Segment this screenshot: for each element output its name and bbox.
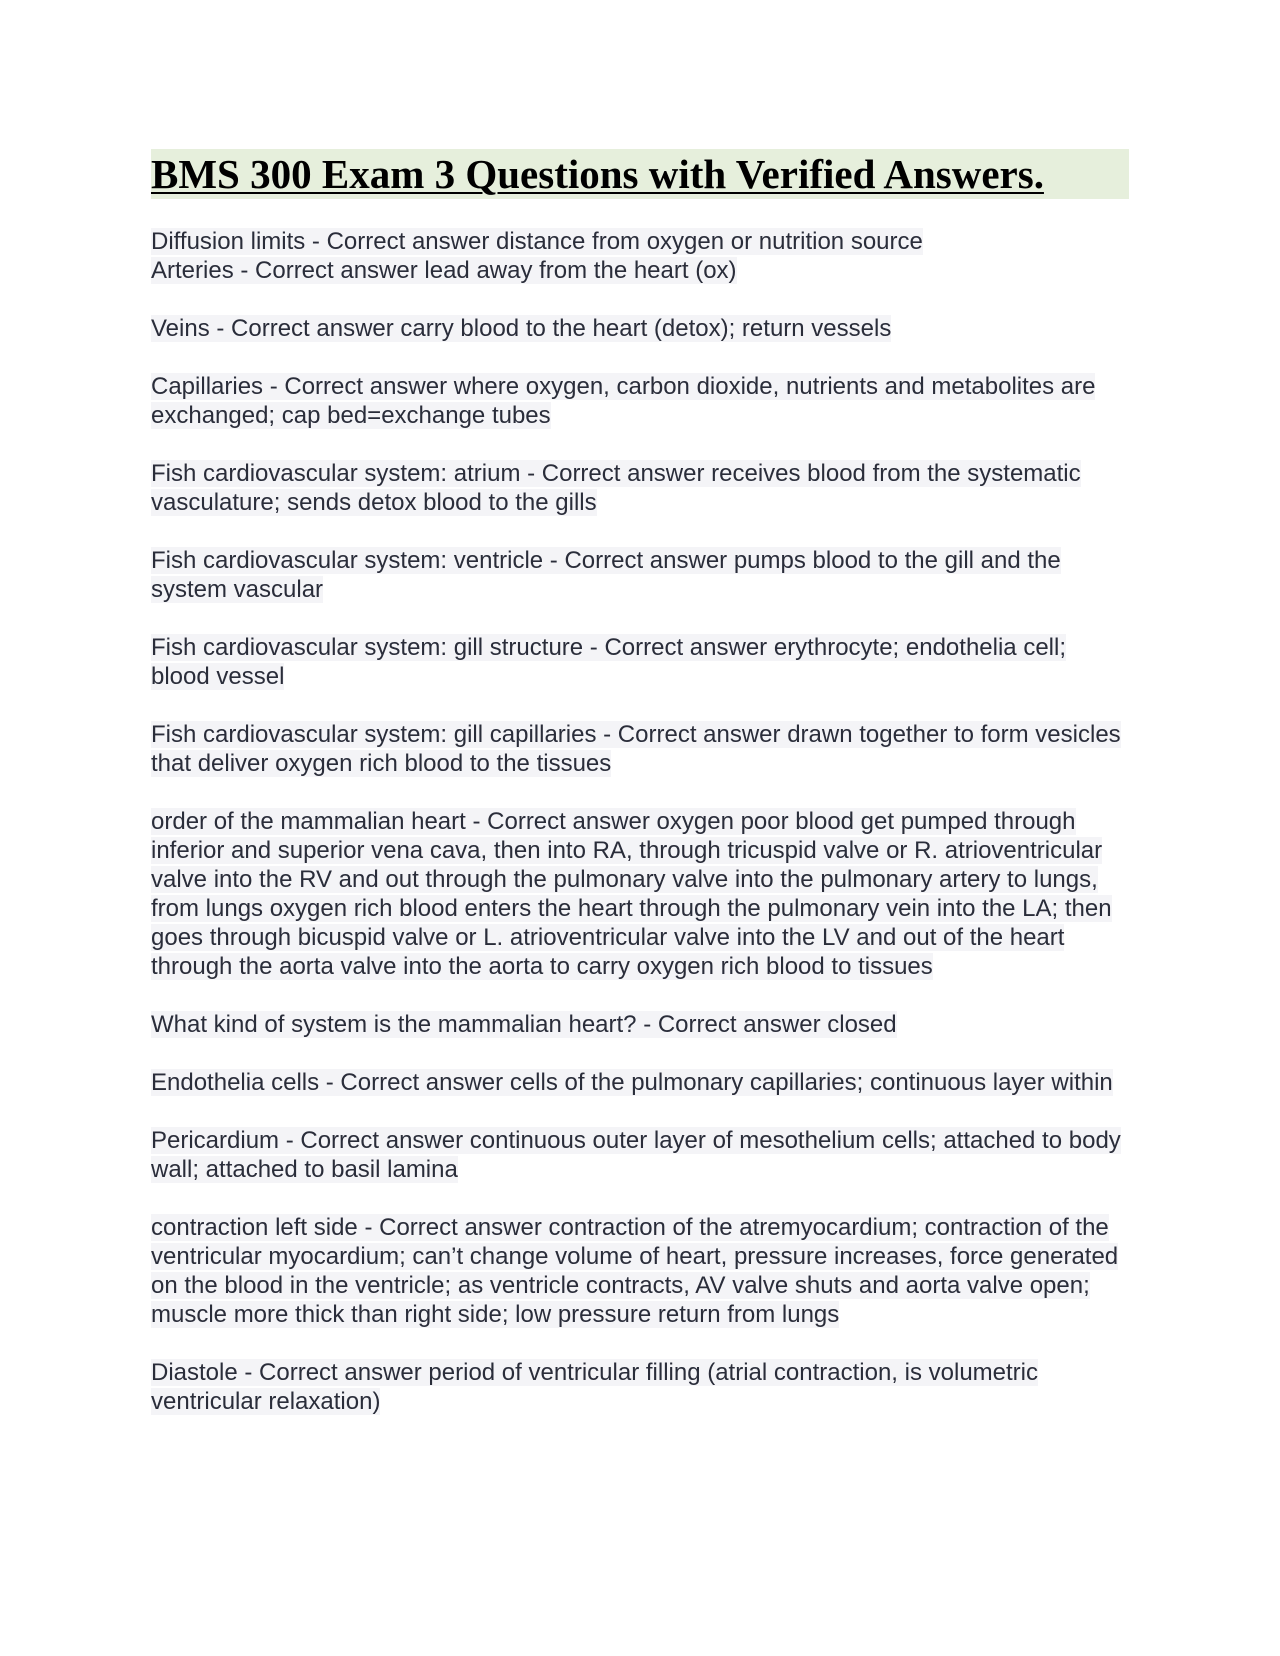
qa-entry-capillaries: Capillaries - Correct answer where oxygen, carbon dioxide, nutrients and metabolites are exchanged; cap bed=exchange tubes [151,373,1096,429]
qa-entry-mammalian-heart-system: What kind of system is the mammalian heart? - Correct answer closed [151,1011,897,1038]
qa-entry-arteries: Arteries - Correct answer lead away from the heart (ox) [151,257,737,284]
qa-entry-endothelia-cells: Endothelia cells - Correct answer cells of the pulmonary capillaries; continuous layer within [151,1069,1113,1096]
qa-list [151,227,1129,1416]
qa-entry-fish-ventricle: Fish cardiovascular system: ventricle - Correct answer pumps blood to the gill and the system vascular [151,547,1061,603]
qa-entry-diffusion-limits: Diffusion limits - Correct answer distance from oxygen or nutrition source [151,228,923,255]
qa-entry-diastole: Diastole - Correct answer period of ventricular filling (atrial contraction, is volumetric ventricular relaxation) [151,1359,1038,1415]
qa-entry-pericardium: Pericardium - Correct answer continuous outer layer of mesothelium cells; attached to body wall; attached to basil lamina [151,1127,1121,1183]
qa-entry-fish-gill-capillaries: Fish cardiovascular system: gill capillaries - Correct answer drawn together to form vesicles that deliver oxygen rich blood to the tissues [151,721,1121,777]
document-content [151,149,1129,1445]
qa-entry-veins: Veins - Correct answer carry blood to the heart (detox); return vessels [151,315,892,342]
qa-entry-fish-atrium: Fish cardiovascular system: atrium - Correct answer receives blood from the systematic vasculature; sends detox blood to the gills [151,460,1081,516]
qa-entry-fish-gill-structure: Fish cardiovascular system: gill structure - Correct answer erythrocyte; endothelia cell; blood vessel [151,634,1066,690]
qa-entry-contraction-left-side: contraction left side - Correct answer contraction of the atremyocardium; contraction of the ventricular myocardium; can’t change volume of heart, pressure increases, force generated on the blood in the ventricle; as ventricle contracts, AV valve shuts and aorta valve open; muscle more thick than right side; low pressure return from lungs [151,1214,1119,1328]
title-highlight [151,149,1129,199]
document-title: BMS 300 Exam 3 Questions with Verified Answers. [151,151,1044,197]
qa-entry-mammalian-heart-order: order of the mammalian heart - Correct answer oxygen poor blood get pumped through inferior and superior vena cava, then into RA, through tricuspid valve or R. atrioventricular valve into the RV and out through the pulmonary valve into the pulmonary artery to lungs, from lungs oxygen rich blood enters the heart through the pulmonary vein into the LA; then goes through bicuspid valve or L. atrioventricular valve into the LV and out of the heart through the aorta valve into the aorta to carry oxygen rich blood to tissues [151,808,1112,980]
